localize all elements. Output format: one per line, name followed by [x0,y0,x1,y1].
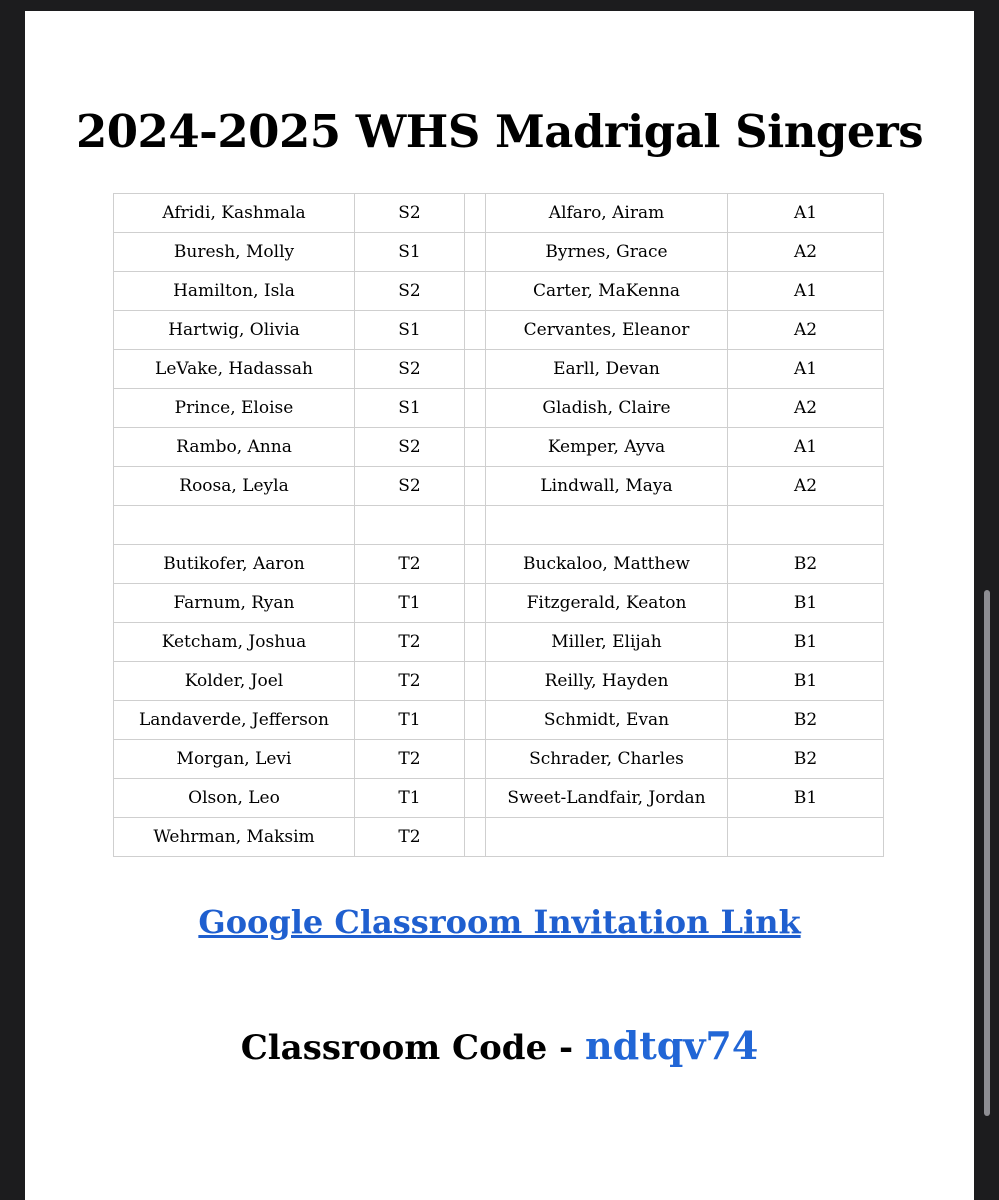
roster-name-left: Olson, Leo [114,779,355,818]
roster-gap [465,818,486,857]
document-page [25,11,974,1200]
roster-part-left: T2 [355,662,465,701]
roster-name-left: Roosa, Leyla [114,467,355,506]
roster-name-left: Butikofer, Aaron [114,545,355,584]
classroom-code-value: ndtqv74 [585,1023,759,1068]
top-bar [0,0,999,11]
roster-name-right: Cervantes, Eleanor [486,311,728,350]
roster-name-left: Kolder, Joel [114,662,355,701]
roster-part-right: A2 [728,311,884,350]
roster-part-left: T1 [355,701,465,740]
roster-gap [465,272,486,311]
roster-table [113,193,884,857]
roster-part-right: A2 [728,233,884,272]
roster-part-right: B1 [728,779,884,818]
table-row [114,701,884,740]
roster-name-left: Landaverde, Jefferson [114,701,355,740]
roster-name-right: Lindwall, Maya [486,467,728,506]
roster-part-left: S1 [355,233,465,272]
classroom-code-line [25,1023,974,1068]
roster-gap [465,701,486,740]
roster-part-right [728,506,884,545]
roster-gap [465,584,486,623]
roster-part-left: S2 [355,194,465,233]
roster-name-left: Morgan, Levi [114,740,355,779]
roster-body [114,194,884,857]
roster-gap [465,740,486,779]
roster-name-right: Schmidt, Evan [486,701,728,740]
roster-part-right: A1 [728,194,884,233]
roster-gap [465,545,486,584]
roster-part-right [728,818,884,857]
page-title: 2024-2025 WHS Madrigal Singers [75,105,924,158]
roster-gap [465,389,486,428]
roster-name-right: Schrader, Charles [486,740,728,779]
roster-part-left: S2 [355,272,465,311]
roster-name-right: Byrnes, Grace [486,233,728,272]
roster-gap [465,233,486,272]
roster-part-right: B1 [728,623,884,662]
table-row [114,233,884,272]
roster-part-right: B2 [728,740,884,779]
roster-gap [465,662,486,701]
table-row [114,389,884,428]
roster-part-left: S2 [355,350,465,389]
roster-name-right: Miller, Elijah [486,623,728,662]
roster-gap [465,623,486,662]
roster-part-left: T2 [355,818,465,857]
roster-part-right: A2 [728,389,884,428]
roster-part-right: B2 [728,701,884,740]
roster-part-left: T2 [355,545,465,584]
table-row [114,584,884,623]
table-row [114,623,884,662]
roster-gap [465,506,486,545]
roster-name-left: Prince, Eloise [114,389,355,428]
table-row [114,272,884,311]
roster-gap [465,311,486,350]
roster-gap [465,779,486,818]
roster-name-right: Alfaro, Airam [486,194,728,233]
roster-part-right: B1 [728,662,884,701]
roster-gap [465,194,486,233]
roster-name-left: Rambo, Anna [114,428,355,467]
roster-part-left: S1 [355,389,465,428]
table-row [114,545,884,584]
roster-name-left: Farnum, Ryan [114,584,355,623]
roster-name-right: Kemper, Ayva [486,428,728,467]
roster-name-right: Gladish, Claire [486,389,728,428]
table-row [114,818,884,857]
roster-name-left: Wehrman, Maksim [114,818,355,857]
classroom-code-label: Classroom Code - [240,1028,585,1068]
roster-part-right: A1 [728,272,884,311]
roster-name-left: Hamilton, Isla [114,272,355,311]
roster-name-left: LeVake, Hadassah [114,350,355,389]
table-row [114,311,884,350]
roster-part-left: S2 [355,428,465,467]
roster-name-left [114,506,355,545]
roster-part-left [355,506,465,545]
roster-gap [465,350,486,389]
roster-name-right: Sweet-Landfair, Jordan [486,779,728,818]
roster-name-right: Earll, Devan [486,350,728,389]
roster-name-left: Hartwig, Olivia [114,311,355,350]
roster-gap [465,428,486,467]
table-row [114,194,884,233]
table-row [114,662,884,701]
roster-part-left: T2 [355,623,465,662]
roster-part-left: S2 [355,467,465,506]
roster-part-left: T1 [355,584,465,623]
roster-name-right: Fitzgerald, Keaton [486,584,728,623]
roster-name-right: Carter, MaKenna [486,272,728,311]
roster-part-right: B1 [728,584,884,623]
table-row [114,350,884,389]
roster-part-right: A2 [728,467,884,506]
roster-gap [465,467,486,506]
roster-name-right [486,818,728,857]
google-classroom-invitation-link[interactable]: Google Classroom Invitation Link [198,903,801,941]
table-row [114,428,884,467]
table-row [114,779,884,818]
table-row [114,740,884,779]
roster-part-right: A1 [728,428,884,467]
roster-part-left: T1 [355,779,465,818]
roster-part-right: A1 [728,350,884,389]
table-row [114,467,884,506]
table-row [114,506,884,545]
roster-name-right: Buckaloo, Matthew [486,545,728,584]
roster-name-right: Reilly, Hayden [486,662,728,701]
roster-name-left: Ketcham, Joshua [114,623,355,662]
roster-part-right: B2 [728,545,884,584]
scrollbar-thumb[interactable] [984,590,990,1116]
roster-part-left: T2 [355,740,465,779]
roster-part-left: S1 [355,311,465,350]
roster-name-left: Buresh, Molly [114,233,355,272]
roster-name-left: Afridi, Kashmala [114,194,355,233]
roster-name-right [486,506,728,545]
